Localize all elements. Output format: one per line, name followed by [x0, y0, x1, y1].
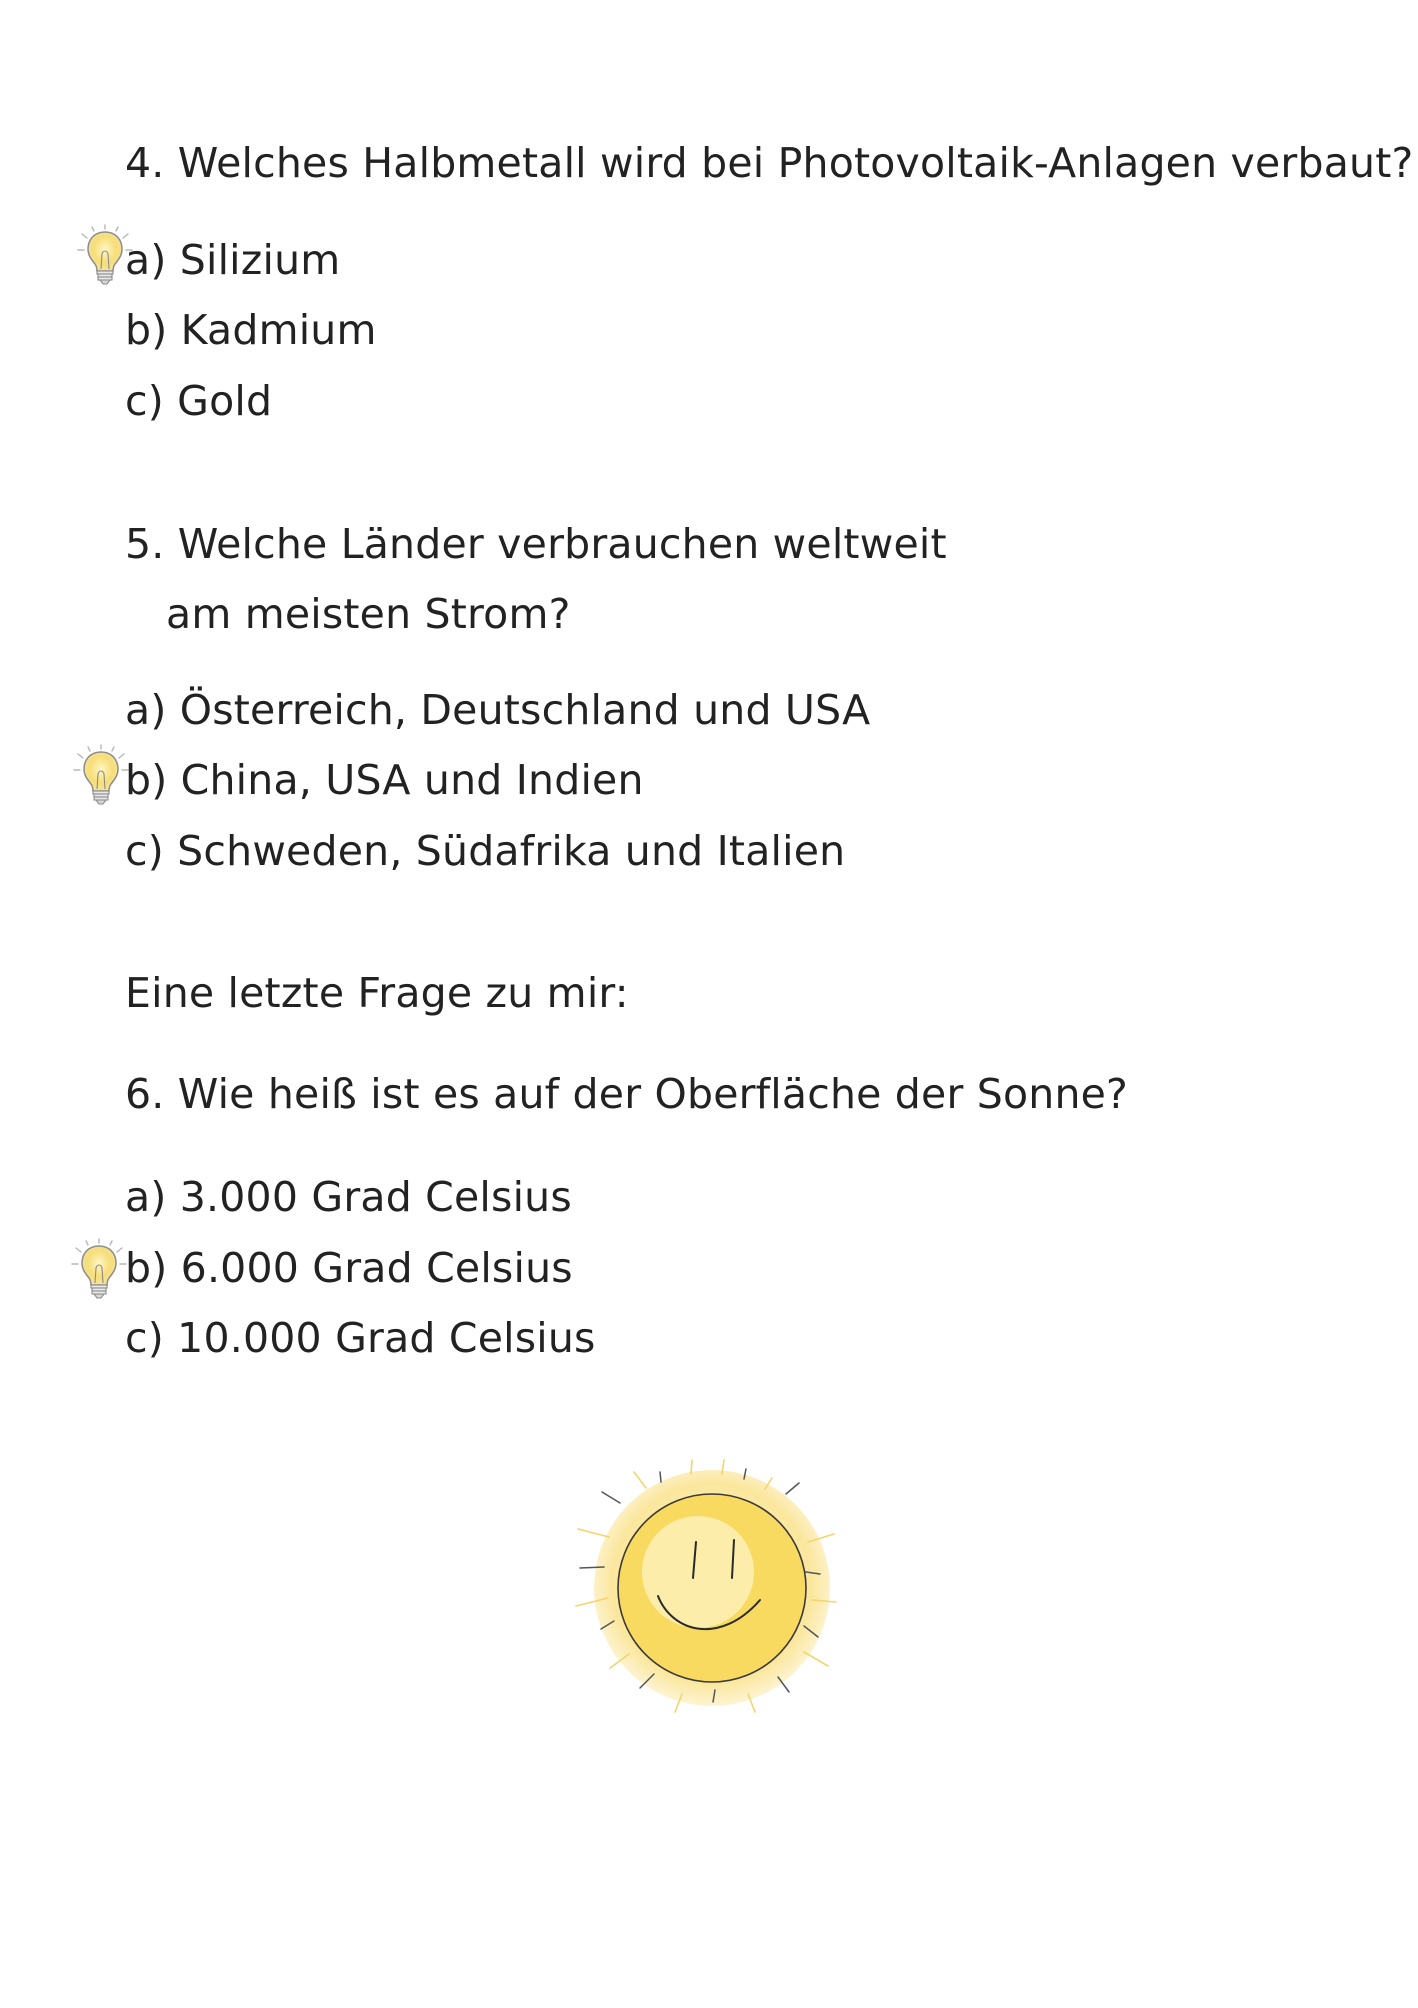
- question-4-option-c: c) Gold: [125, 377, 273, 425]
- question-5-text-line2: am meisten Strom?: [166, 590, 571, 638]
- question-6-text: 6. Wie heiß ist es auf der Oberfläche der Sonne?: [125, 1070, 1129, 1118]
- smiling-sun-icon: [550, 1450, 850, 1730]
- lightbulb-icon: [72, 744, 130, 810]
- final-question-intro: Eine letzte Frage zu mir:: [125, 969, 629, 1017]
- question-4-option-b: b) Kadmium: [125, 306, 377, 354]
- question-6-option-c: c) 10.000 Grad Celsius: [125, 1314, 596, 1362]
- question-4-option-a: a) Silizium: [125, 236, 341, 284]
- lightbulb-icon: [70, 1238, 128, 1304]
- question-5-text-line1: 5. Welche Länder verbrauchen weltweit: [125, 520, 947, 568]
- question-5-option-a: a) Österreich, Deutschland und USA: [125, 686, 871, 734]
- question-6-option-b: b) 6.000 Grad Celsius: [125, 1244, 573, 1292]
- question-6-option-a: a) 3.000 Grad Celsius: [125, 1173, 572, 1221]
- question-4-text: 4. Welches Halbmetall wird bei Photovoltaik-Anlagen verbaut?: [125, 139, 1414, 187]
- question-5-option-c: c) Schweden, Südafrika und Italien: [125, 827, 846, 875]
- question-5-option-b: b) China, USA und Indien: [125, 756, 644, 804]
